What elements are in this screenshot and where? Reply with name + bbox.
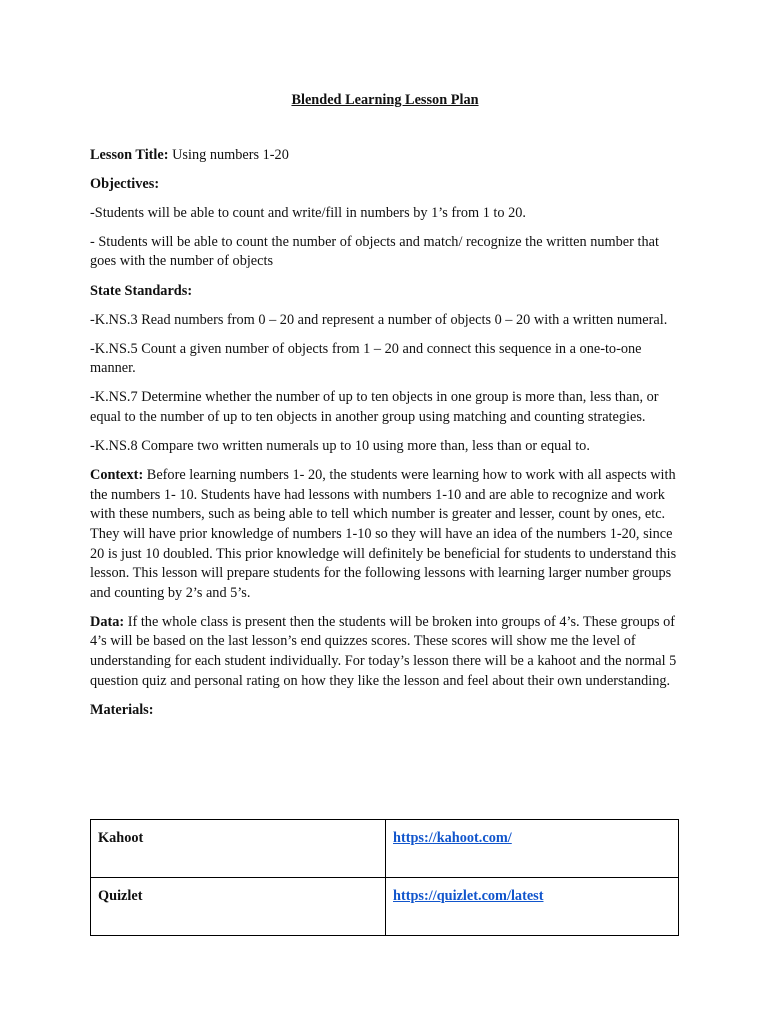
standard-item: -K.NS.3 Read numbers from 0 – 20 and represent a number of objects 0 – 20 with a written numeral. [90, 311, 668, 328]
objectives-heading: Objectives: [90, 175, 160, 192]
table-row [91, 878, 679, 936]
objective-item: - Students will be able to count the number of objects and match/ recognize the written number that goes with the number of objects [90, 233, 659, 270]
material-name: Kahoot [91, 820, 386, 878]
lesson-title-label: Lesson Title: [90, 146, 169, 163]
data-label: Data: [90, 613, 125, 630]
objective-item: -Students will be able to count and write/fill in numbers by 1’s from 1 to 20. [90, 204, 526, 221]
context-paragraph [90, 466, 680, 603]
standard-item: -K.NS.7 Determine whether the number of up to ten objects in one group is more than, less than, or equal to the number of up to ten objects in another group using matching and counting strategies. [90, 389, 659, 426]
material-link[interactable]: https://quizlet.com/latest [393, 888, 544, 904]
material-name: Quizlet [91, 878, 386, 936]
materials-table [90, 819, 679, 936]
material-link-cell [386, 878, 679, 936]
lesson-title-value: Using numbers 1-20 [168, 146, 289, 163]
context-text: Before learning numbers 1- 20, the students were learning how to work with all aspects with the numbers 1- 10. Students have had lessons with numbers 1-10 and are able to recognize and work with these numbers, such as being able to tell which number is greater and lesser, count by ones, etc. They will have prior knowledge of numbers 1-10 so they will have an idea of the numbers 1-20, since 20 is just 10 doubled. This prior knowledge will definitely be beneficial for students to understand this lesson. This lesson will prepare students for the following lessons with learning larger number groups and counting by 2’s and 5’s. [90, 467, 677, 601]
table-row [91, 820, 679, 878]
document-body [90, 91, 680, 730]
material-link-cell [386, 820, 679, 878]
document-title: Blended Learning Lesson Plan [291, 92, 479, 108]
standards-heading: State Standards: [90, 282, 193, 299]
data-paragraph [90, 613, 680, 691]
material-link[interactable]: https://kahoot.com/ [393, 830, 512, 846]
materials-heading: Materials: [90, 701, 154, 718]
standard-item: -K.NS.8 Compare two written numerals up to 10 using more than, less than or equal to. [90, 438, 590, 455]
standard-item: -K.NS.5 Count a given number of objects from 1 – 20 and connect this sequence in a one-to-one manner. [90, 340, 642, 377]
lesson-title-line [90, 146, 680, 166]
data-text: If the whole class is present then the students will be broken into groups of 4’s. These groups of 4’s will be based on the last lesson’s end quizzes scores. These scores will show me the level of understanding for each student individually. For today’s lesson there will be a kahoot and the normal 5 question quiz and personal rating on how they like the lesson and feel about their own understanding. [90, 613, 677, 689]
context-label: Context: [90, 467, 144, 484]
